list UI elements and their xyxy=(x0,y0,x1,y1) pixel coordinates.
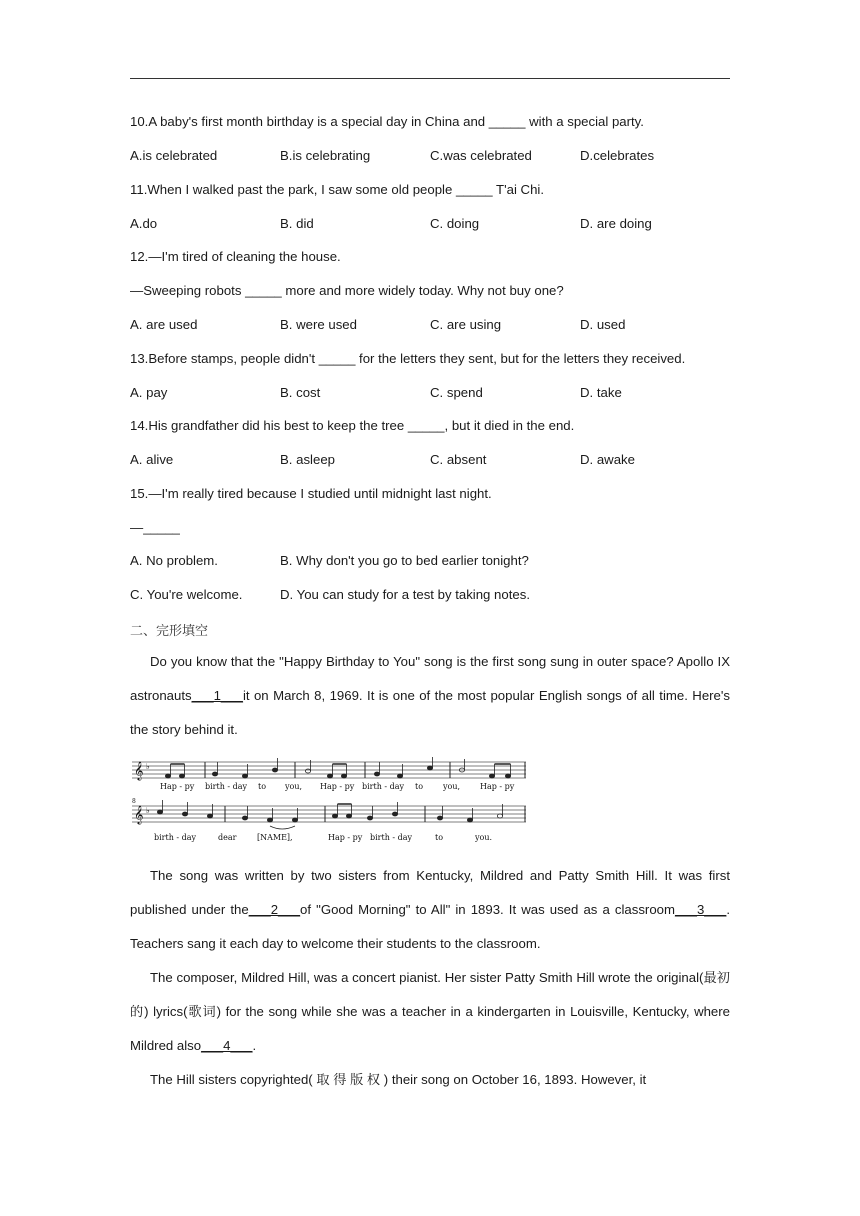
question-15-stem: 15.—I'm really tired because I studied until midnight last night. xyxy=(130,486,492,501)
q13-option-a[interactable]: A. pay xyxy=(130,385,168,400)
lyrics-line-1 xyxy=(160,782,515,791)
q12-option-a[interactable]: A. are used xyxy=(130,317,198,332)
q14-option-a[interactable]: A. alive xyxy=(130,452,174,467)
passage-paragraph-2 xyxy=(130,859,730,961)
bar-lines xyxy=(205,762,525,822)
q15-option-b[interactable]: B. Why don't you go to bed earlier tonight? xyxy=(280,553,529,568)
blank-1[interactable]: ___1___ xyxy=(191,688,243,703)
lyric-syllable: you. xyxy=(475,833,493,842)
q15-option-c[interactable]: C. You're welcome. xyxy=(130,587,243,602)
q10-option-a[interactable]: A.is celebrated xyxy=(130,148,218,163)
lyric-syllable: Hap - py xyxy=(328,833,363,842)
passage-text: . Teachers sang it each day to welcome their students to the classroom. xyxy=(130,902,730,951)
blank-2[interactable]: ___2___ xyxy=(248,902,301,917)
q12-option-b[interactable]: B. were used xyxy=(280,317,357,332)
section-heading: 二、完形填空 xyxy=(130,624,209,639)
lyric-syllable: to xyxy=(258,782,267,791)
question-14-stem: 14.His grandfather did his best to keep the tree _____, but it died in the end. xyxy=(130,418,575,433)
passage-text: The Hill sisters copyrighted( 取 得 版 权 ) their song on October 16, 1893. However, it xyxy=(150,1072,647,1087)
q13-option-c[interactable]: C. spend xyxy=(430,385,483,400)
q13-option-b[interactable]: B. cost xyxy=(280,385,321,400)
lyric-syllable: to xyxy=(435,833,444,842)
lyric-syllable: birth - day xyxy=(362,782,405,791)
lyric-syllable: you, xyxy=(443,782,461,791)
svg-text:𝄞: 𝄞 xyxy=(134,805,144,824)
q15-option-d[interactable]: D. You can study for a test by taking notes. xyxy=(280,587,530,602)
question-12-stem-reply: —Sweeping robots _____ more and more widely today. Why not buy one? xyxy=(130,283,564,298)
lyric-syllable: Hap - py xyxy=(320,782,355,791)
q14-option-c[interactable]: C. absent xyxy=(430,452,487,467)
clefs xyxy=(134,761,150,825)
question-10-stem: 10.A baby's first month birthday is a special day in China and _____ with a special party. xyxy=(130,114,644,129)
question-13-stem: 13.Before stamps, people didn't _____ for the letters they sent, but for the letters they received. xyxy=(130,351,686,366)
sheet-music-image xyxy=(130,756,530,848)
q11-option-d[interactable]: D. are doing xyxy=(580,216,652,231)
passage-paragraph-4 xyxy=(130,1063,730,1097)
question-11-stem: 11.When I walked past the park, I saw some old people _____ T'ai Chi. xyxy=(130,182,545,197)
passage-text: it on March 8, 1969. It is one of the most popular English songs of all time. Here's the story behind it. xyxy=(130,688,730,737)
svg-text:♭: ♭ xyxy=(146,762,150,771)
measure-number: 8 xyxy=(132,798,136,805)
header-rule xyxy=(130,78,730,79)
lyric-syllable: Hap - py xyxy=(160,782,195,791)
lyrics-line-2 xyxy=(154,833,492,842)
blank-3[interactable]: ___3___ xyxy=(674,902,727,917)
lyric-syllable: birth - day xyxy=(370,833,413,842)
blank-4[interactable]: ___4___ xyxy=(201,1038,253,1053)
passage-paragraph-3 xyxy=(130,961,730,1063)
lyric-syllable: [NAME], xyxy=(257,833,293,842)
question-12-stem: 12.—I'm tired of cleaning the house. xyxy=(130,249,341,264)
q11-option-b[interactable]: B. did xyxy=(280,216,314,231)
lyric-syllable: birth - day xyxy=(154,833,197,842)
q12-option-c[interactable]: C. are using xyxy=(430,317,502,332)
lyric-syllable: dear xyxy=(218,833,237,842)
q13-option-d[interactable]: D. take xyxy=(580,385,622,400)
svg-text:♭: ♭ xyxy=(146,806,150,815)
passage-text: . xyxy=(252,1038,257,1053)
svg-text:𝄞: 𝄞 xyxy=(134,761,144,780)
lyric-syllable: to xyxy=(415,782,424,791)
lyric-syllable: birth - day xyxy=(205,782,248,791)
lyric-syllable: Hap - py xyxy=(480,782,515,791)
q14-option-d[interactable]: D. awake xyxy=(580,452,635,467)
q11-option-a[interactable]: A.do xyxy=(130,216,158,231)
lyric-syllable: you, xyxy=(285,782,303,791)
passage-text: of "Good Morning" to All" in 1893. It was used as a classroom xyxy=(300,902,675,917)
q10-option-c[interactable]: C.was celebrated xyxy=(430,148,532,163)
q11-option-c[interactable]: C. doing xyxy=(430,216,480,231)
q12-option-d[interactable]: D. used xyxy=(580,317,626,332)
q14-option-b[interactable]: B. asleep xyxy=(280,452,335,467)
passage-text: Do you know that the "Happy Birthday to You" song is the first song sung in outer space? Apollo IX astronauts xyxy=(130,654,730,703)
q10-option-b[interactable]: B.is celebrating xyxy=(280,148,371,163)
passage-paragraph-1 xyxy=(130,645,730,747)
q10-option-d[interactable]: D.celebrates xyxy=(580,148,655,163)
question-15-stem-reply: —_____ xyxy=(130,520,180,535)
staff-lines xyxy=(132,762,526,822)
passage-text: The composer, Mildred Hill, was a concert pianist. Her sister Patty Smith Hill wrote the original(最初的) lyrics(歌词) for the song while she was a teacher in a kindergarten in Louisville, Kentucky, where Mildred also xyxy=(130,970,730,1053)
passage-text: The song was written by two sisters from Kentucky, Mildred and Patty Smith Hill. It was first published under the xyxy=(130,868,730,917)
q15-option-a[interactable]: A. No problem. xyxy=(130,553,218,568)
